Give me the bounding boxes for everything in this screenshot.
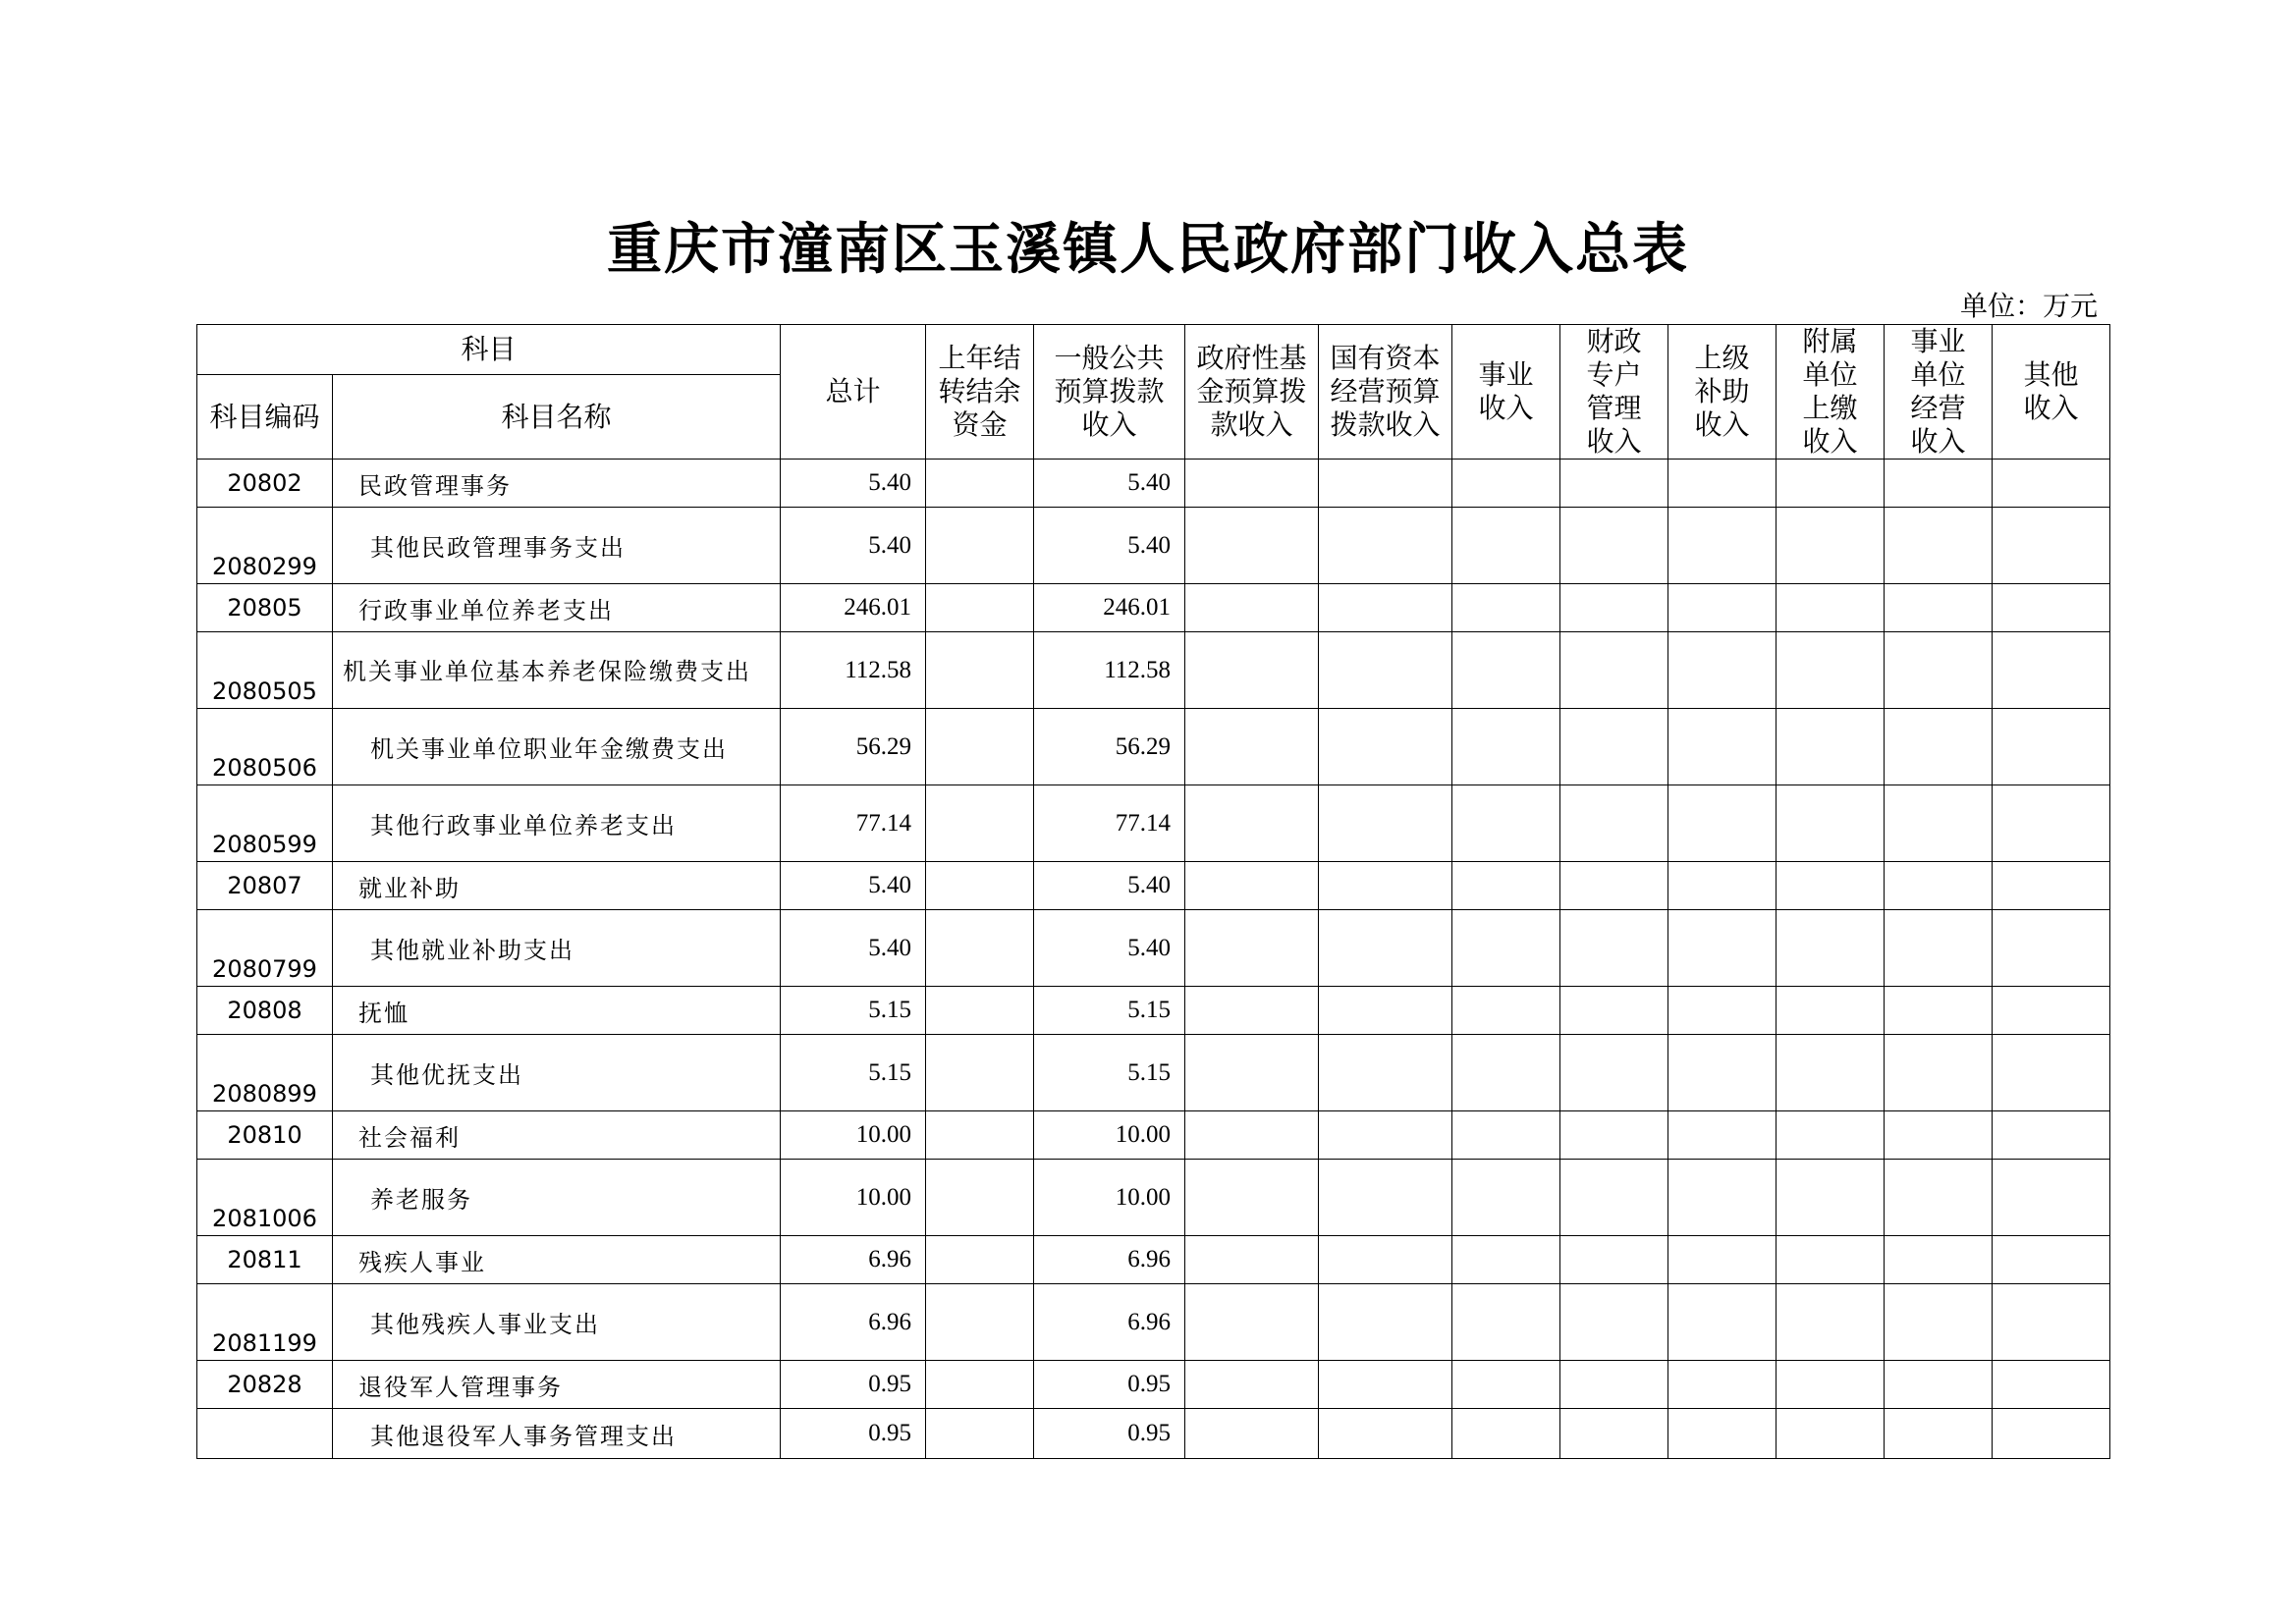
general-budget-value: 0.95 — [1034, 1361, 1185, 1409]
general-budget-value: 5.40 — [1034, 910, 1185, 987]
subject-name: 其他残疾人事业支出 — [333, 1284, 781, 1361]
general-budget-value: 5.40 — [1034, 460, 1185, 508]
subject-name: 残疾人事业 — [333, 1236, 781, 1284]
table-row — [197, 987, 2110, 1035]
total-value: 6.96 — [781, 1284, 926, 1361]
general-budget-value: 6.96 — [1034, 1236, 1185, 1284]
total-value: 5.40 — [781, 862, 926, 910]
total-value: 77.14 — [781, 785, 926, 862]
general-budget-value: 56.29 — [1034, 709, 1185, 785]
general-budget-value: 5.40 — [1034, 508, 1185, 584]
table-row — [197, 1111, 2110, 1160]
subject-name: 其他民政管理事务支出 — [333, 508, 781, 584]
header-affiliated-turnover: 附属单位上缴收入 — [1777, 325, 1885, 460]
header-subject-name: 科目名称 — [333, 375, 781, 460]
total-value: 10.00 — [781, 1111, 926, 1160]
subject-code — [197, 1409, 333, 1459]
table-row — [197, 1035, 2110, 1111]
table-row — [197, 910, 2110, 987]
table-row — [197, 632, 2110, 709]
subject-code: 2080599 — [197, 785, 333, 862]
table-row — [197, 1236, 2110, 1284]
table-row — [197, 1361, 2110, 1409]
subject-name: 社会福利 — [333, 1111, 781, 1160]
total-value: 56.29 — [781, 709, 926, 785]
table-row — [197, 1284, 2110, 1361]
subject-code: 2080505 — [197, 632, 333, 709]
subject-name: 行政事业单位养老支出 — [333, 584, 781, 632]
subject-code: 20810 — [197, 1111, 333, 1160]
table-row — [197, 709, 2110, 785]
unit-label: 单位：万元 — [1959, 290, 2098, 322]
header-prev-carryover: 上年结转结余资金 — [926, 325, 1034, 460]
subject-name: 退役军人管理事务 — [333, 1361, 781, 1409]
subject-name: 其他行政事业单位养老支出 — [333, 785, 781, 862]
subject-code: 20808 — [197, 987, 333, 1035]
subject-code: 20811 — [197, 1236, 333, 1284]
header-business-income: 事业收入 — [1452, 325, 1560, 460]
general-budget-value: 112.58 — [1034, 632, 1185, 709]
subject-name: 抚恤 — [333, 987, 781, 1035]
subject-name: 机关事业单位职业年金缴费支出 — [333, 709, 781, 785]
total-value: 5.40 — [781, 460, 926, 508]
header-fiscal-special: 财政专户管理收入 — [1560, 325, 1668, 460]
subject-code: 2080799 — [197, 910, 333, 987]
header-subject: 科目 — [197, 325, 781, 375]
table-row — [197, 508, 2110, 584]
subject-name: 民政管理事务 — [333, 460, 781, 508]
total-value: 246.01 — [781, 584, 926, 632]
general-budget-value: 77.14 — [1034, 785, 1185, 862]
header-higher-subsidy: 上级补助收入 — [1668, 325, 1777, 460]
header-general-budget: 一般公共预算拨款收入 — [1034, 325, 1185, 460]
table-row — [197, 584, 2110, 632]
header-state-capital: 国有资本经营预算拨款收入 — [1319, 325, 1452, 460]
subject-code: 2080899 — [197, 1035, 333, 1111]
total-value: 5.15 — [781, 1035, 926, 1111]
subject-name: 养老服务 — [333, 1160, 781, 1236]
table-row — [197, 1409, 2110, 1459]
total-value: 112.58 — [781, 632, 926, 709]
subject-name: 其他就业补助支出 — [333, 910, 781, 987]
subject-code: 2080506 — [197, 709, 333, 785]
general-budget-value: 5.40 — [1034, 862, 1185, 910]
table-row — [197, 460, 2110, 508]
table-row — [197, 862, 2110, 910]
subject-code: 20805 — [197, 584, 333, 632]
header-subject-code: 科目编码 — [197, 375, 333, 460]
subject-name: 其他优抚支出 — [333, 1035, 781, 1111]
general-budget-value: 10.00 — [1034, 1111, 1185, 1160]
header-total: 总计 — [781, 325, 926, 460]
subject-code: 20802 — [197, 460, 333, 508]
subject-code: 20807 — [197, 862, 333, 910]
general-budget-value: 6.96 — [1034, 1284, 1185, 1361]
income-table — [196, 324, 2110, 1459]
subject-code: 2080299 — [197, 508, 333, 584]
subject-code: 2081199 — [197, 1284, 333, 1361]
total-value: 0.95 — [781, 1361, 926, 1409]
subject-name: 其他退役军人事务管理支出 — [333, 1409, 781, 1459]
total-value: 6.96 — [781, 1236, 926, 1284]
header-gov-fund: 政府性基金预算拨款收入 — [1185, 325, 1319, 460]
general-budget-value: 5.15 — [1034, 1035, 1185, 1111]
page-title: 重庆市潼南区玉溪镇人民政府部门收入总表 — [607, 217, 1689, 282]
total-value: 10.00 — [781, 1160, 926, 1236]
total-value: 5.40 — [781, 910, 926, 987]
header-operating-income: 事业单位经营收入 — [1885, 325, 1993, 460]
subject-code: 20828 — [197, 1361, 333, 1409]
general-budget-value: 10.00 — [1034, 1160, 1185, 1236]
table-row — [197, 1160, 2110, 1236]
subject-name: 就业补助 — [333, 862, 781, 910]
general-budget-value: 0.95 — [1034, 1409, 1185, 1459]
header-other-income: 其他收入 — [1993, 325, 2110, 460]
subject-code: 2081006 — [197, 1160, 333, 1236]
total-value: 5.40 — [781, 508, 926, 584]
general-budget-value: 246.01 — [1034, 584, 1185, 632]
table-row — [197, 785, 2110, 862]
subject-name: 机关事业单位基本养老保险缴费支出 — [333, 632, 781, 709]
total-value: 5.15 — [781, 987, 926, 1035]
general-budget-value: 5.15 — [1034, 987, 1185, 1035]
total-value: 0.95 — [781, 1409, 926, 1459]
